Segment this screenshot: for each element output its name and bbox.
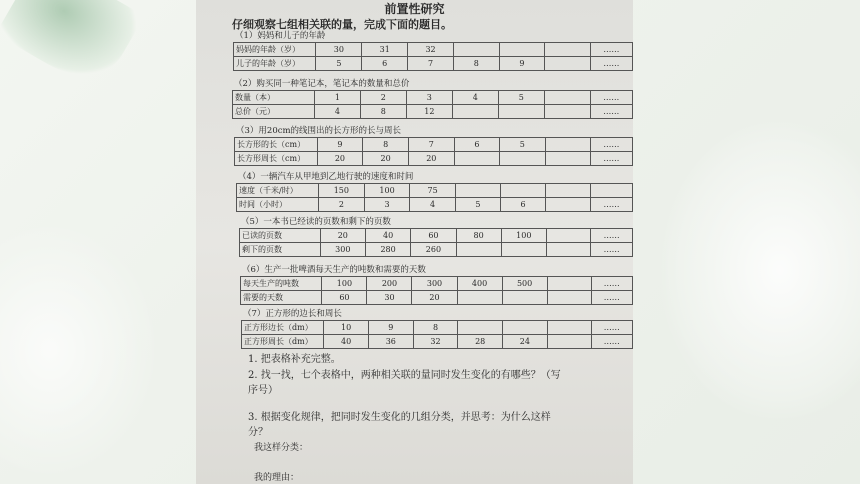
section-heading: （7）正方形的边长和周长 [243, 309, 342, 319]
table-cell: 4 [452, 91, 498, 105]
table-row [233, 91, 633, 105]
table-row [233, 105, 633, 119]
section-heading: （3）用20cm的线围出的长方形的长与周长 [236, 126, 402, 136]
data-table [232, 90, 633, 119]
continuation-cell: …… [590, 152, 632, 166]
table-cell: 40 [365, 229, 410, 243]
table-cell [546, 184, 591, 198]
table-cell: 30 [316, 43, 362, 57]
row-label: 已读的页数 [240, 229, 321, 243]
classify-prompt: 我这样分类： [254, 443, 309, 453]
continuation-cell: …… [591, 291, 632, 305]
table-cell: 30 [367, 291, 412, 305]
table-cell: 200 [367, 277, 412, 291]
row-label: 速度（千米/时） [237, 184, 319, 198]
table-cell: 5 [455, 198, 500, 212]
section-heading: （2）购买同一种笔记本，笔记本的数量和总价 [234, 79, 410, 89]
table-cell [545, 57, 590, 71]
table-cell: 5 [316, 57, 362, 71]
row-label: 正方形边长（dm） [242, 321, 324, 335]
continuation-cell: …… [590, 91, 632, 105]
table-cell: 300 [320, 243, 365, 257]
table-cell: 60 [411, 229, 456, 243]
table-cell [547, 277, 591, 291]
section-heading: （6）生产一批啤酒每天生产的吨数和需要的天数 [242, 265, 426, 275]
table-cell [544, 105, 590, 119]
table-cell [545, 43, 590, 57]
table-cell: 5 [500, 138, 545, 152]
table-cell [545, 138, 590, 152]
row-label: 长方形周长（cm） [235, 152, 318, 166]
continuation-cell: …… [590, 138, 632, 152]
table-cell: 20 [408, 152, 454, 166]
table-cell: 100 [501, 229, 546, 243]
decorative-leaf [0, 0, 144, 94]
data-table [236, 183, 633, 212]
table-cell [500, 184, 545, 198]
table-row [240, 243, 633, 257]
table-cell: 280 [365, 243, 410, 257]
table-cell: 500 [502, 277, 547, 291]
table-cell: 260 [411, 243, 456, 257]
table-cell: 6 [362, 57, 408, 71]
question-2-line2: 序号） [248, 385, 278, 396]
data-table [233, 42, 633, 71]
row-label: 剩下的页数 [240, 243, 321, 257]
table-cell: 7 [408, 138, 454, 152]
table-cell: 1 [314, 91, 360, 105]
reason-prompt: 我的理由： [254, 473, 300, 483]
table-cell [457, 291, 502, 305]
table-cell: 28 [458, 335, 503, 349]
section-heading: （4）一辆汽车从甲地到乙地行驶的速度和时间 [238, 172, 414, 182]
question-2-line1: 2. 找一找，七个表格中，两种相关联的量同时发生变化的有哪些？（写 [248, 370, 561, 381]
table-row [237, 184, 633, 198]
table-cell: 36 [368, 335, 413, 349]
table-cell: 3 [364, 198, 410, 212]
table-row [241, 277, 633, 291]
table-cell: 8 [453, 57, 499, 71]
table-cell: 6 [500, 198, 545, 212]
data-table [241, 320, 633, 349]
table-cell: 9 [499, 57, 545, 71]
continuation-cell: …… [591, 243, 633, 257]
continuation-cell: …… [590, 105, 632, 119]
continuation-cell: …… [591, 321, 632, 335]
table-cell: 2 [360, 91, 406, 105]
table-cell: 400 [457, 277, 502, 291]
table-cell [455, 184, 500, 198]
row-label: 时间（小时） [237, 198, 319, 212]
table-cell [502, 291, 547, 305]
row-label: 每天生产的吨数 [241, 277, 322, 291]
row-label: 妈妈的年龄（岁） [234, 43, 316, 57]
data-table [239, 228, 633, 257]
table-cell [546, 229, 590, 243]
table-cell: 5 [498, 91, 544, 105]
table-cell: 24 [503, 335, 548, 349]
table-cell: 32 [413, 335, 458, 349]
table-row [234, 57, 633, 71]
table-cell: 8 [363, 138, 409, 152]
table-cell: 20 [363, 152, 409, 166]
continuation-cell [591, 184, 633, 198]
question-3-line1: 3. 根据变化规律，把同时发生变化的几组分类，并思考：为什么这样 [248, 412, 551, 423]
decorative-petal-left [0, 220, 160, 480]
table-cell [454, 152, 499, 166]
continuation-cell: …… [591, 198, 633, 212]
table-cell [453, 43, 499, 57]
continuation-cell: …… [590, 57, 632, 71]
table-row [235, 138, 633, 152]
table-cell [546, 243, 590, 257]
table-row [242, 335, 633, 349]
worksheet-paper [196, 0, 633, 484]
row-label: 总价（元） [233, 105, 315, 119]
section-heading: （5）一本书已经读的页数和剩下的页数 [241, 217, 391, 227]
row-label: 正方形周长（dm） [242, 335, 324, 349]
data-table [240, 276, 633, 305]
table-cell: 31 [362, 43, 408, 57]
question-3-line2: 分？ [248, 427, 268, 438]
table-cell: 20 [317, 152, 363, 166]
table-cell [503, 321, 548, 335]
table-cell [501, 243, 546, 257]
table-cell [546, 198, 591, 212]
table-cell [545, 152, 590, 166]
table-cell: 100 [364, 184, 410, 198]
table-cell: 32 [408, 43, 454, 57]
table-cell: 8 [413, 321, 458, 335]
table-cell: 60 [322, 291, 367, 305]
table-cell: 4 [410, 198, 455, 212]
row-label: 儿子的年龄（岁） [234, 57, 316, 71]
continuation-cell: …… [591, 229, 633, 243]
table-cell [458, 321, 503, 335]
table-row [234, 43, 633, 57]
table-cell: 80 [456, 229, 501, 243]
table-cell: 300 [412, 277, 457, 291]
table-cell: 6 [454, 138, 499, 152]
table-row [237, 198, 633, 212]
table-cell [498, 105, 544, 119]
row-label: 数量（本） [233, 91, 315, 105]
table-row [240, 229, 633, 243]
table-cell [547, 335, 591, 349]
data-table [234, 137, 633, 166]
table-cell: 40 [324, 335, 369, 349]
table-cell [456, 243, 501, 257]
table-cell: 12 [406, 105, 452, 119]
table-cell [452, 105, 498, 119]
continuation-cell: …… [591, 335, 632, 349]
table-row [242, 321, 633, 335]
table-cell [547, 321, 591, 335]
table-cell: 20 [412, 291, 457, 305]
table-cell: 3 [406, 91, 452, 105]
question-1: 1. 把表格补充完整。 [248, 354, 341, 365]
table-row [241, 291, 633, 305]
table-cell: 10 [324, 321, 369, 335]
table-cell: 2 [319, 198, 365, 212]
table-cell: 4 [314, 105, 360, 119]
table-row [235, 152, 633, 166]
table-cell [500, 152, 545, 166]
continuation-cell: …… [590, 43, 632, 57]
table-cell: 9 [317, 138, 363, 152]
decorative-petal-right [660, 120, 860, 420]
table-cell [547, 291, 591, 305]
row-label: 长方形的长（cm） [235, 138, 318, 152]
continuation-cell: …… [591, 277, 632, 291]
table-cell: 20 [320, 229, 365, 243]
worksheet-title: 前置性研究 [384, 2, 445, 16]
table-cell: 150 [319, 184, 365, 198]
table-cell: 8 [360, 105, 406, 119]
table-cell [544, 91, 590, 105]
row-label: 需要的天数 [241, 291, 322, 305]
section-heading: （1）妈妈和儿子的年龄 [235, 31, 326, 41]
table-cell: 100 [322, 277, 367, 291]
table-cell [499, 43, 545, 57]
table-cell: 7 [408, 57, 454, 71]
table-cell: 75 [410, 184, 455, 198]
table-cell: 9 [368, 321, 413, 335]
instruction-text: 仔细观察七组相关联的量，完成下面的题目。 [232, 18, 452, 31]
